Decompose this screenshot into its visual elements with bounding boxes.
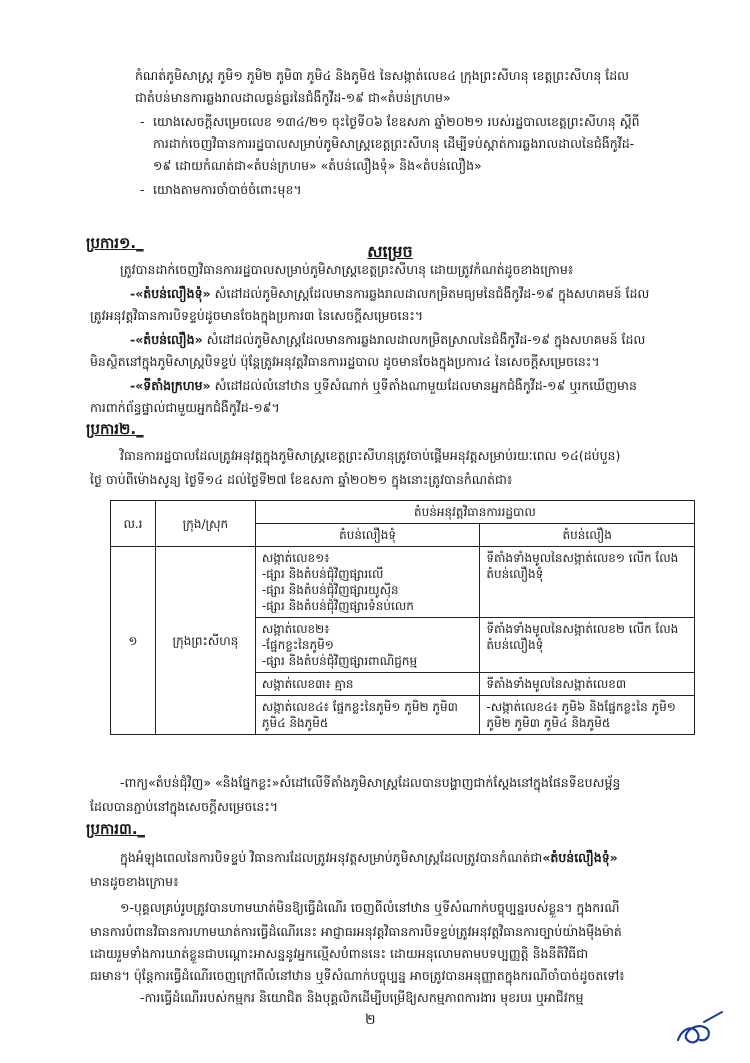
bullet-dash: - [140, 182, 145, 197]
cell-commune-4-dark-yellow: សង្កាត់លេខ៤៖ ផ្នែកខ្លះនៃភូមិ១ ភូមិ២ ភូមិ៣ ភូមិ៤ និងភូមិ៥ [255, 696, 480, 735]
cell-commune-2-dark-yellow [255, 618, 480, 673]
definition-dark-yellow-line-2: ត្រូវអនុវត្តវិធានការបិទខ្ទប់ដូចមានចែងក្នុងប្រការ៣ នៃសេចក្តីសម្រេចនេះ។ [90, 308, 424, 323]
header-city: ក្រុង/ស្រុក [155, 501, 255, 547]
term-dark-yellow: -«តំបន់លឿងទុំ» [130, 286, 211, 301]
definition-text: សំដៅដល់ភូមិសាស្ត្រដែលមានការឆ្លងរាលដាលកម្រិតស្រាលនៃជំងឺកូវីដ-១៩ ក្នុងសហគមន៍ ដែល [202, 332, 646, 347]
bullet-1-line-3: ១៩ ដោយកំណត់ជា«តំបន់ក្រហម» «តំបន់លឿងទុំ» និង«តំបន់លឿង» [153, 158, 482, 173]
cell-commune-3-dark-yellow: សង្កាត់លេខ៣៖ គ្មាន [255, 673, 480, 696]
bullet-1-line-1: យោងសេចក្តីសម្រេចលេខ ១៣៤/២១ ចុះថ្ងៃទី០៦ ខែឧសភា ឆ្នាំ២០២១ របស់រដ្ឋបាលខេត្តព្រះសីហនុ ស្តីពី [153, 114, 640, 129]
intro-line-2: ជាតំបន់មានការឆ្លងរាលដាលធ្ងន់ធ្ងរនៃជំងឺកូវីដ-១៩ ជា«តំបន់ក្រហម» [135, 90, 451, 105]
cell-line: សង្កាត់លេខ២៖ [261, 622, 330, 636]
article-3-line-2: មានដូចខាងក្រោម៖ [90, 874, 179, 889]
bullet-1-line-2: ការដាក់ចេញវិធានការរដ្ឋបាលសម្រាប់ភូមិសាស្ត្រខេត្តព្រះសីហនុ ដើម្បីទប់ស្កាត់ការឆ្លងរាលដាលនៃជំងឺកូវីដ- [153, 136, 635, 151]
intro-line-1: កំណត់ភូមិសាស្ត្រ ភូមិ១ ភូមិ២ ភូមិ៣ ភូមិ៤ និងភូមិ៥ នៃសង្កាត់លេខ៤ ក្រុងព្រះសីហនុ ខេត្តព្រះសីហនុ ដែល [135, 68, 630, 83]
definition-text: សំដៅដល់លំនៅឋាន ឬទីសំណាក់ ឬទីតាំងណាមួយដែលមានអ្នកជំងឺកូវីដ-១៩ ឬរកឃើញមាន [210, 378, 637, 393]
cell-commune-3-yellow: ទីតាំងទាំងមូលនៃសង្កាត់លេខ៣ [480, 673, 695, 696]
page-number: ២ [365, 1012, 376, 1028]
cell-line: សង្កាត់លេខ១៖ [261, 551, 330, 565]
after-table-line-2: ដែលបានភ្ជាប់នៅក្នុងសេចក្តីសម្រេចនេះ។ [90, 799, 279, 814]
definition-yellow-line-2: មិនស្ថិតនៅក្នុងភូមិសាស្ត្របិទខ្ទប់ ប៉ុន្តែត្រូវអនុវត្តវិធានការរដ្ឋបាល ដូចមានចែងក្នុងប្រការ៤ នៃសេចក្តីសម្រេចនេះ។ [90, 354, 600, 369]
administrative-zones-table [110, 500, 695, 735]
cell-line: -ផ្សារ និងតំបន់ជុំវិញផ្សារយូស៊ីន [261, 583, 399, 597]
term-yellow: -«តំបន់លឿង» [130, 332, 203, 347]
cell-commune-2-yellow: ទីតាំងទាំងមូលនៃសង្កាត់លេខ២ លើក លែងតំបន់លឿងទុំ [480, 618, 695, 673]
article-3-para-line-5: -ការធ្វើដំណើររបស់កម្មករ និយោជិត និងបុគ្គលិកដើម្បីបម្រើឱ្យសកម្មភាពការងារ មុខរបរ ឬអាជីវកម្ម [140, 990, 584, 1005]
cell-commune-1-yellow: ទីតាំងទាំងមូលនៃសង្កាត់លេខ១ លើក លែងតំបន់លឿងទុំ [480, 547, 695, 618]
article-3-line-1 [120, 850, 695, 866]
cell-line: -ផ្សារ និងតំបន់ជុំវិញផ្សារពាណិជ្ជកម្ម [261, 654, 418, 668]
definition-red-location-line-2: ការពាក់ព័ន្ធផ្ទាល់ជាមួយអ្នកជំងឺកូវីដ-១៩។ [90, 400, 280, 415]
definition-dark-yellow-line-1 [130, 286, 695, 302]
article-1-title: ប្រការ១._ [86, 234, 144, 252]
cell-commune-1-dark-yellow [255, 547, 480, 618]
article-3-para-line-3: ដោយរួមទាំងការឃាត់ខ្លួនជាបណ្តោះអាសន្ននូវអ្នកល្មើសបំពាននេះ ដោយអនុលោមតាមបទប្បញ្ញត្តិ និងនីតិវិធីជា [90, 946, 589, 961]
bullet-2: យោងតាមការចាំបាច់ចំពោះមុខ។ [153, 182, 302, 197]
table-header-row [111, 501, 695, 524]
article-3-para-line-2: មានការបំពានវិធានការហាមឃាត់ការធ្វើដំណើរនេះ អាជ្ញាធរអនុវត្តវិធានការបិទខ្ទប់ត្រូវអនុវត្តវិធានការច្បាប់យ៉ាងម៉ឺងម៉ាត់ [90, 924, 622, 939]
definition-red-location-line-1 [130, 378, 695, 394]
decision-title: សម្រេច [367, 242, 413, 261]
definition-yellow-line-1 [130, 332, 695, 348]
cell-line: -ផ្សារ និងតំបន់ជុំវិញផ្សារលើ [261, 567, 384, 581]
article-3-text: ក្នុងអំឡុងពេលនៃការបិទខ្ទប់ វិធានការដែលត្រូវអនុវត្តសម្រាប់ភូមិសាស្ត្រដែលត្រូវបានកំណត់ជា [120, 850, 543, 865]
signature-initial [668, 1010, 728, 1050]
table-row [111, 547, 695, 618]
article-2-title: ប្រការ២._ [86, 420, 144, 438]
definition-text: សំដៅដល់ភូមិសាស្ត្រដែលមានការឆ្លងរាលដាលកម្រិតមធ្យមនៃជំងឺកូវីដ-១៩ ក្នុងសហគមន៍ ដែល [210, 286, 650, 301]
article-2-line-2: ថ្ងៃ ចាប់ពីម៉ោងសូន្យ ថ្ងៃទី១៤ ដល់ថ្ងៃទី២៧ ខែឧសភា ឆ្នាំ២០២១ ក្នុងនោះត្រូវបានកំណត់ជា៖ [90, 472, 513, 487]
article-3-para-line-1: ១-បុគ្គលគ្រប់រូបត្រូវបានហាមឃាត់មិនឱ្យធ្វើដំណើរ ចេញពីលំនៅឋាន ឬទីសំណាក់បច្ចុប្បន្នរបស់ខ្លួន។ ក្នុងករណី [120, 900, 620, 915]
term-dark-yellow: «តំបន់លឿងទុំ» [542, 850, 618, 865]
header-dark-yellow: តំបន់លឿងទុំ [255, 524, 480, 547]
row-number: ១ [111, 547, 156, 735]
term-red-location: -«ទីតាំងក្រហម» [130, 378, 211, 393]
header-number: ល.រ [111, 501, 156, 547]
cell-commune-4-yellow: -សង្កាត់លេខ៤៖ ភូមិ៦ និងផ្នែកខ្លះនៃ ភូមិ១ ភូមិ២ ភូមិ៣ ភូមិ៤ និងភូមិ៥ [480, 696, 695, 735]
header-yellow: តំបន់លឿង [480, 524, 695, 547]
article-3-para-line-4: ធរមាន។ ប៉ុន្តែការធ្វើដំណើរចេញក្រៅពីលំនៅឋាន ឬទីសំណាក់បច្ចុប្បន្ន អាចត្រូវបានអនុញ្ញាតក្នុងករណីចាំបាច់ដូចតទៅ៖ [90, 968, 625, 983]
article-2-line-1: វិធានការរដ្ឋបាលដែលត្រូវអនុវត្តក្នុងភូមិសាស្ត្រខេត្តព្រះសីហនុត្រូវចាប់ផ្តើមអនុវត្តសម្រាប់រយៈពេល ១៤(ដប់បួន) [120, 448, 621, 463]
cell-line: -ផ្នែកខ្លះនៃភូមិ១ [261, 638, 334, 652]
cell-line: -ផ្សារ និងតំបន់ជុំវិញផ្សារទំនប់លេក [261, 599, 414, 613]
article-3-title: ប្រការ៣._ [86, 820, 146, 838]
bullet-dash: - [140, 114, 145, 129]
after-table-line-1: -ពាក្យ«តំបន់ជុំវិញ» «និងផ្នែកខ្លះ»សំដៅលើទីតាំងភូមិសាស្ត្រដែលបានបង្ហាញជាក់ស្តែងនៅក្នុងផែនទីឧបសម្ព័ន្ធ [120, 775, 621, 790]
article-1-intro: ត្រូវបានដាក់ចេញវិធានការរដ្ឋបាលសម្រាប់ភូមិសាស្ត្រខេត្តព្រះសីហនុ ដោយត្រូវកំណត់ដូចខាងក្រោម៖ [120, 262, 574, 277]
row-city: ក្រុងព្រះសីហនុ [155, 547, 255, 735]
header-zones: តំបន់អនុវត្តវិធានការរដ្ឋបាល [255, 501, 694, 524]
